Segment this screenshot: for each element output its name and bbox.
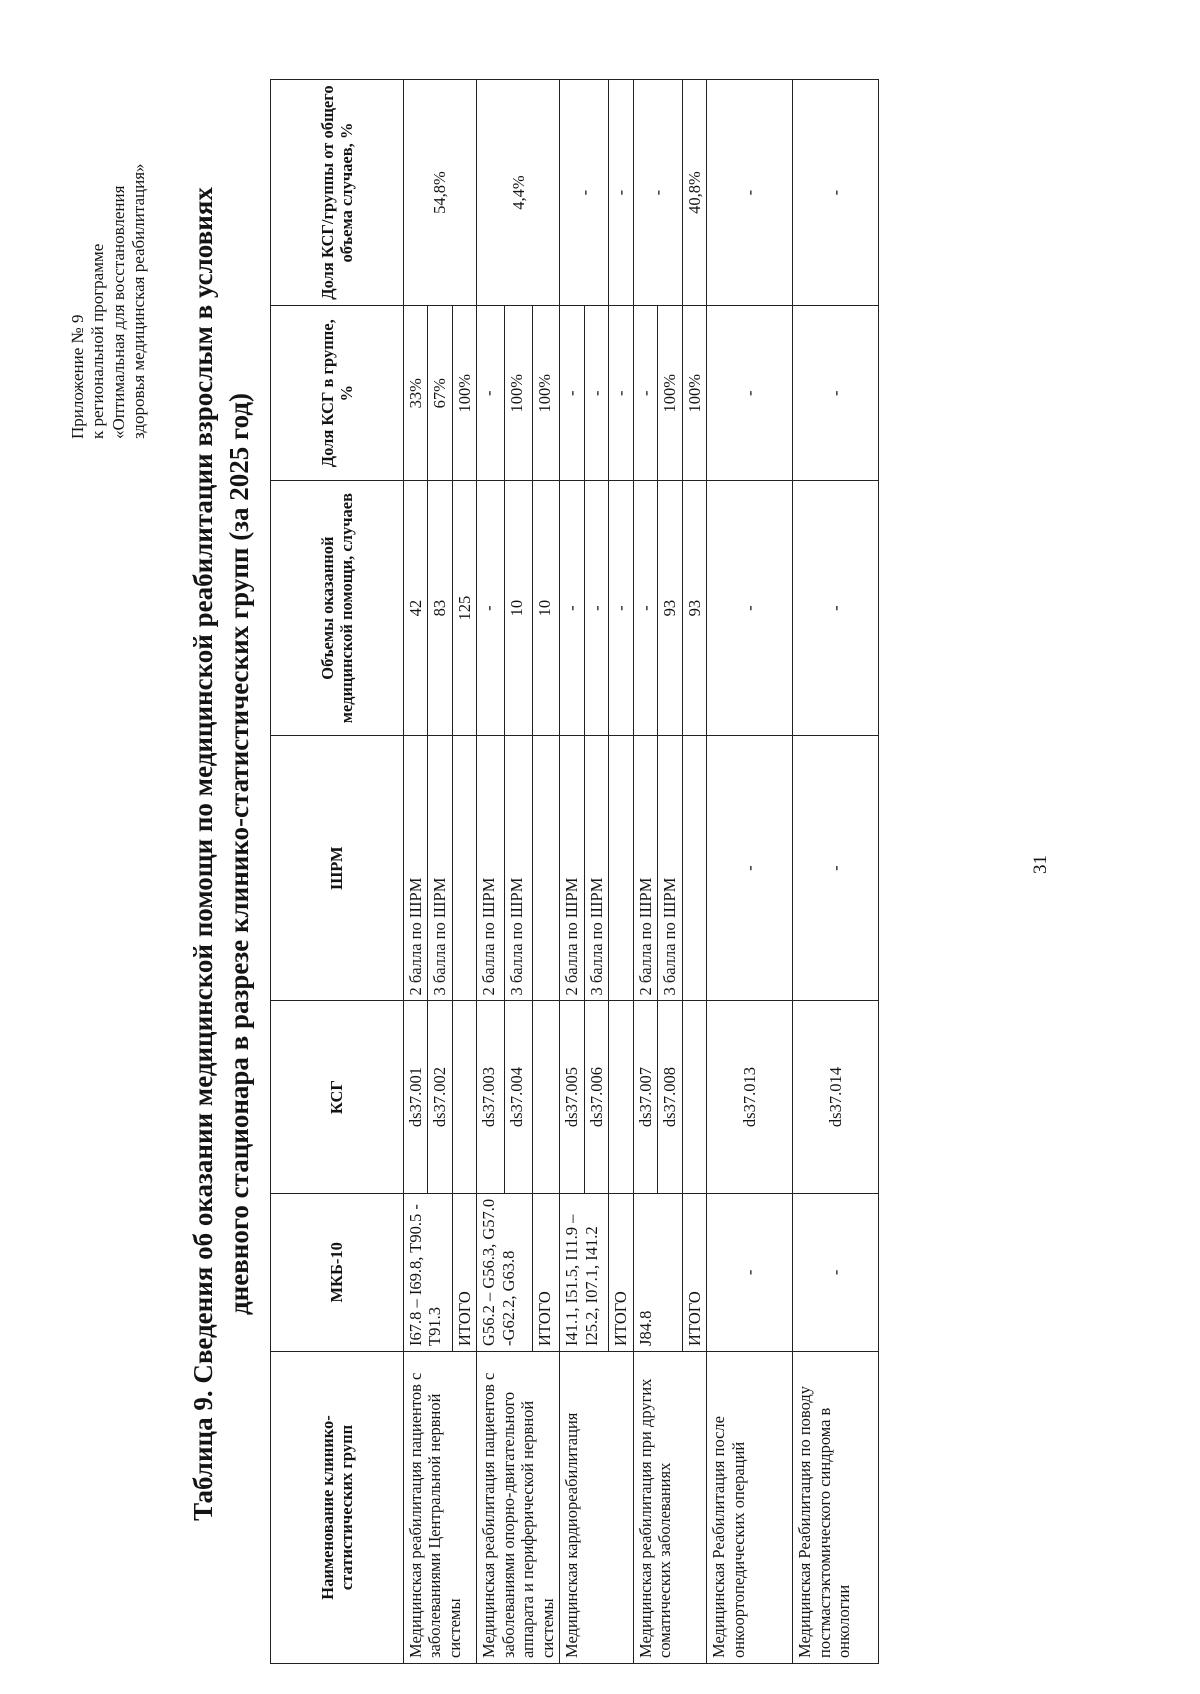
volume-cell: -: [584, 481, 608, 735]
shrm-cell: 2 балла по ШРМ: [560, 735, 584, 1001]
volume-cell: -: [793, 481, 879, 735]
ksg-cell: ds37.004: [505, 1001, 533, 1193]
share-total-cell: -: [560, 80, 609, 306]
ksg-cell: ds37.007: [633, 1001, 657, 1193]
table-row: [560, 80, 584, 1664]
ksg-cell: ds37.001: [404, 1001, 428, 1193]
share-total-cell: 40,8%: [682, 80, 706, 306]
empty-cell: [609, 735, 633, 1001]
appendix-line: Приложение № 9: [68, 314, 87, 439]
volume-cell: 42: [404, 481, 428, 735]
share-cell: -: [584, 306, 608, 481]
total-label-cell: ИТОГО: [609, 1193, 633, 1351]
volume-cell: 83: [428, 481, 452, 735]
mkb-cell: I67.8 – I69.8, T90.5 -T91.3: [404, 1193, 453, 1351]
shrm-cell: 3 балла по ШРМ: [658, 735, 682, 1001]
ksg-cell: ds37.008: [658, 1001, 682, 1193]
ksg-cell: ds37.003: [477, 1001, 505, 1193]
share-total-cell: -: [609, 80, 633, 306]
group-name-cell: Медицинская Реабилитация после онкоортопедических операций: [707, 1351, 793, 1663]
table-row: [633, 80, 657, 1664]
ksg-table-container: [270, 79, 879, 1664]
shrm-cell: 3 балла по ШРМ: [505, 735, 533, 1001]
table-title: [186, 74, 257, 1634]
empty-cell: [609, 1001, 633, 1193]
mkb-cell: J84.8: [633, 1193, 682, 1351]
volume-cell: 10: [505, 481, 533, 735]
group-name-cell: Медицинская реабилитация пациентов с заболеваниями опорно-двигательного аппарата и периферической нервной системы: [477, 1351, 560, 1663]
header-mkb: МКБ-10: [271, 1193, 404, 1351]
mkb-cell: -: [707, 1193, 793, 1351]
table-row: [404, 80, 428, 1664]
volume-cell: -: [477, 481, 505, 735]
total-label-cell: ИТОГО: [452, 1193, 476, 1351]
ksg-table: [270, 79, 879, 1664]
empty-cell: [452, 735, 476, 1001]
page-number: 31: [1030, 855, 1051, 874]
group-name-cell: Медицинская Реабилитация по поводу постмастэктомического синдрома в онкологии: [793, 1351, 879, 1663]
share-cell: -: [633, 306, 657, 481]
volume-cell: -: [633, 481, 657, 735]
appendix-line: к региональной программе: [88, 243, 108, 439]
shrm-cell: -: [793, 735, 879, 1001]
ksg-cell: ds37.006: [584, 1001, 608, 1193]
appendix-line: «Оптимальная для восстановления: [108, 185, 128, 439]
group-name-cell: Медицинская реабилитация при других соматических заболеваниях: [633, 1351, 706, 1663]
share-cell: 33%: [404, 306, 428, 481]
share-total-cell: -: [707, 80, 793, 306]
empty-cell: [452, 1001, 476, 1193]
total-label-cell: ИТОГО: [682, 1193, 706, 1351]
shrm-cell: -: [707, 735, 793, 1001]
ksg-cell: ds37.002: [428, 1001, 452, 1193]
header-volume: Объемы оказанной медицинской помощи, случаев: [271, 481, 404, 735]
mkb-cell: -: [793, 1193, 879, 1351]
mkb-cell: G56.2 – G56.3, G57.0 -G62.2, G63.8: [477, 1193, 532, 1351]
empty-cell: [682, 1001, 706, 1193]
share-cell: 67%: [428, 306, 452, 481]
table-row: [707, 80, 793, 1664]
shrm-cell: 2 балла по ШРМ: [404, 735, 428, 1001]
appendix-note: [68, 39, 150, 439]
volume-cell: 93: [682, 481, 706, 735]
share-cell: -: [560, 306, 584, 481]
shrm-cell: 3 балла по ШРМ: [428, 735, 452, 1001]
share-cell: -: [609, 306, 633, 481]
header-group-name: Наименование клинико-статистических групп: [271, 1351, 404, 1663]
empty-cell: [682, 735, 706, 1001]
header-ksg: КСГ: [271, 1001, 404, 1193]
share-cell: 100%: [452, 306, 476, 481]
group-name-cell: Медицинская реабилитация пациентов с заболеваниями Центральной нервной системы: [404, 1351, 477, 1663]
title-line: дневного стационара в разрезе клинико-статистических групп (за 2025 год): [223, 393, 254, 1316]
table-row: [793, 80, 879, 1664]
volume-cell: 125: [452, 481, 476, 735]
share-total-cell: 4,4%: [477, 80, 560, 306]
share-cell: 100%: [658, 306, 682, 481]
mkb-cell: I41.1, I51.5, I11.9 – I25.2, I07.1, I41.2: [560, 1193, 609, 1351]
share-cell: -: [707, 306, 793, 481]
empty-cell: [532, 735, 560, 1001]
volume-cell: 10: [532, 481, 560, 735]
appendix-line: здоровья медицинская реабилитация»: [129, 163, 149, 439]
share-cell: 100%: [532, 306, 560, 481]
table-row: [477, 80, 505, 1664]
table-header-row: [271, 80, 404, 1664]
share-cell: 100%: [505, 306, 533, 481]
volume-cell: -: [560, 481, 584, 735]
ksg-cell: ds37.005: [560, 1001, 584, 1193]
share-cell: -: [477, 306, 505, 481]
share-total-cell: -: [793, 80, 879, 306]
total-label-cell: ИТОГО: [532, 1193, 560, 1351]
header-shrm: ШРМ: [271, 735, 404, 1001]
share-cell: -: [793, 306, 879, 481]
share-cell: 100%: [682, 306, 706, 481]
header-share-total: Доля КСГ/группы от общего объема случаев, %: [271, 80, 404, 306]
ksg-cell: ds37.013: [707, 1001, 793, 1193]
volume-cell: 93: [658, 481, 682, 735]
group-name-cell: Медицинская кардиореабилитация: [560, 1351, 633, 1663]
shrm-cell: 2 балла по ШРМ: [477, 735, 505, 1001]
header-share-in-group: Доля КСГ в группе, %: [271, 306, 404, 481]
volume-cell: -: [707, 481, 793, 735]
share-total-cell: 54,8%: [404, 80, 477, 306]
shrm-cell: 3 балла по ШРМ: [584, 735, 608, 1001]
title-line: Таблица 9. Сведения об оказании медицинской помощи по медицинской реабилитации взрослым в условиях: [188, 187, 218, 1521]
shrm-cell: 2 балла по ШРМ: [633, 735, 657, 1001]
ksg-cell: ds37.014: [793, 1001, 879, 1193]
share-total-cell: -: [633, 80, 682, 306]
volume-cell: -: [609, 481, 633, 735]
empty-cell: [532, 1001, 560, 1193]
